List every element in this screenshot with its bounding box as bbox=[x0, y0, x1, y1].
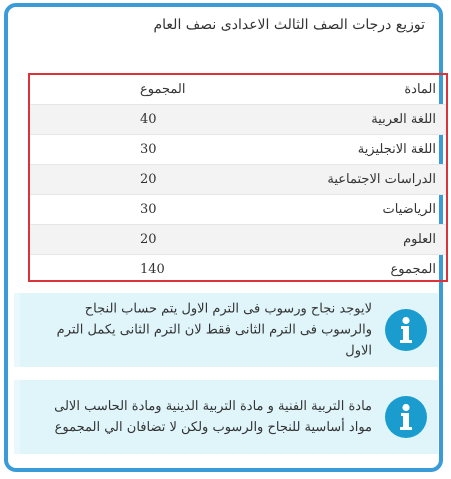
row-subject: اللغة العربية bbox=[264, 105, 446, 135]
note-text: لايوجد نجاح ورسوب فى الترم الاول يتم حساب النجاح والرسوب فى الترم الثانى فقط لان الترم الثانى يكمل الترم الاول bbox=[56, 301, 372, 359]
row-value: 20 bbox=[30, 165, 264, 195]
header-total: المجموع bbox=[30, 75, 264, 105]
row-subject: العلوم bbox=[264, 225, 446, 255]
table-row bbox=[30, 225, 446, 255]
table-row bbox=[30, 105, 446, 135]
header-subject: المادة bbox=[264, 75, 446, 105]
footer-value: 140 bbox=[140, 262, 165, 277]
info-icon bbox=[384, 395, 428, 439]
row-subject: الدراسات الاجتماعية bbox=[264, 165, 446, 195]
info-icon bbox=[384, 308, 428, 352]
grades-table bbox=[28, 73, 448, 282]
row-value: 30 bbox=[30, 135, 264, 165]
row-value: 40 bbox=[30, 105, 264, 135]
row-subject: اللغة الانجليزية bbox=[264, 135, 446, 165]
table-row bbox=[30, 165, 446, 195]
row-value: 20 bbox=[30, 225, 264, 255]
row-value: 30 bbox=[30, 195, 264, 225]
page-title: توزيع درجات الصف الثالث الاعدادى نصف العام bbox=[153, 17, 425, 33]
row-subject: الرياضيات bbox=[264, 195, 446, 225]
table-row bbox=[30, 195, 446, 225]
table-footer-row bbox=[30, 255, 446, 285]
table-row bbox=[30, 135, 446, 165]
info-note-2 bbox=[14, 380, 438, 454]
info-note-1 bbox=[14, 293, 438, 367]
table-header-row bbox=[30, 75, 446, 105]
footer-subject: المجموع bbox=[390, 262, 436, 277]
note-text: مادة التربية الفنية و مادة التربية الدينية ومادة الحاسب الالى مواد أساسية للنجاح والرسوب ولكن لا تضافان الي المجموع bbox=[54, 399, 372, 435]
